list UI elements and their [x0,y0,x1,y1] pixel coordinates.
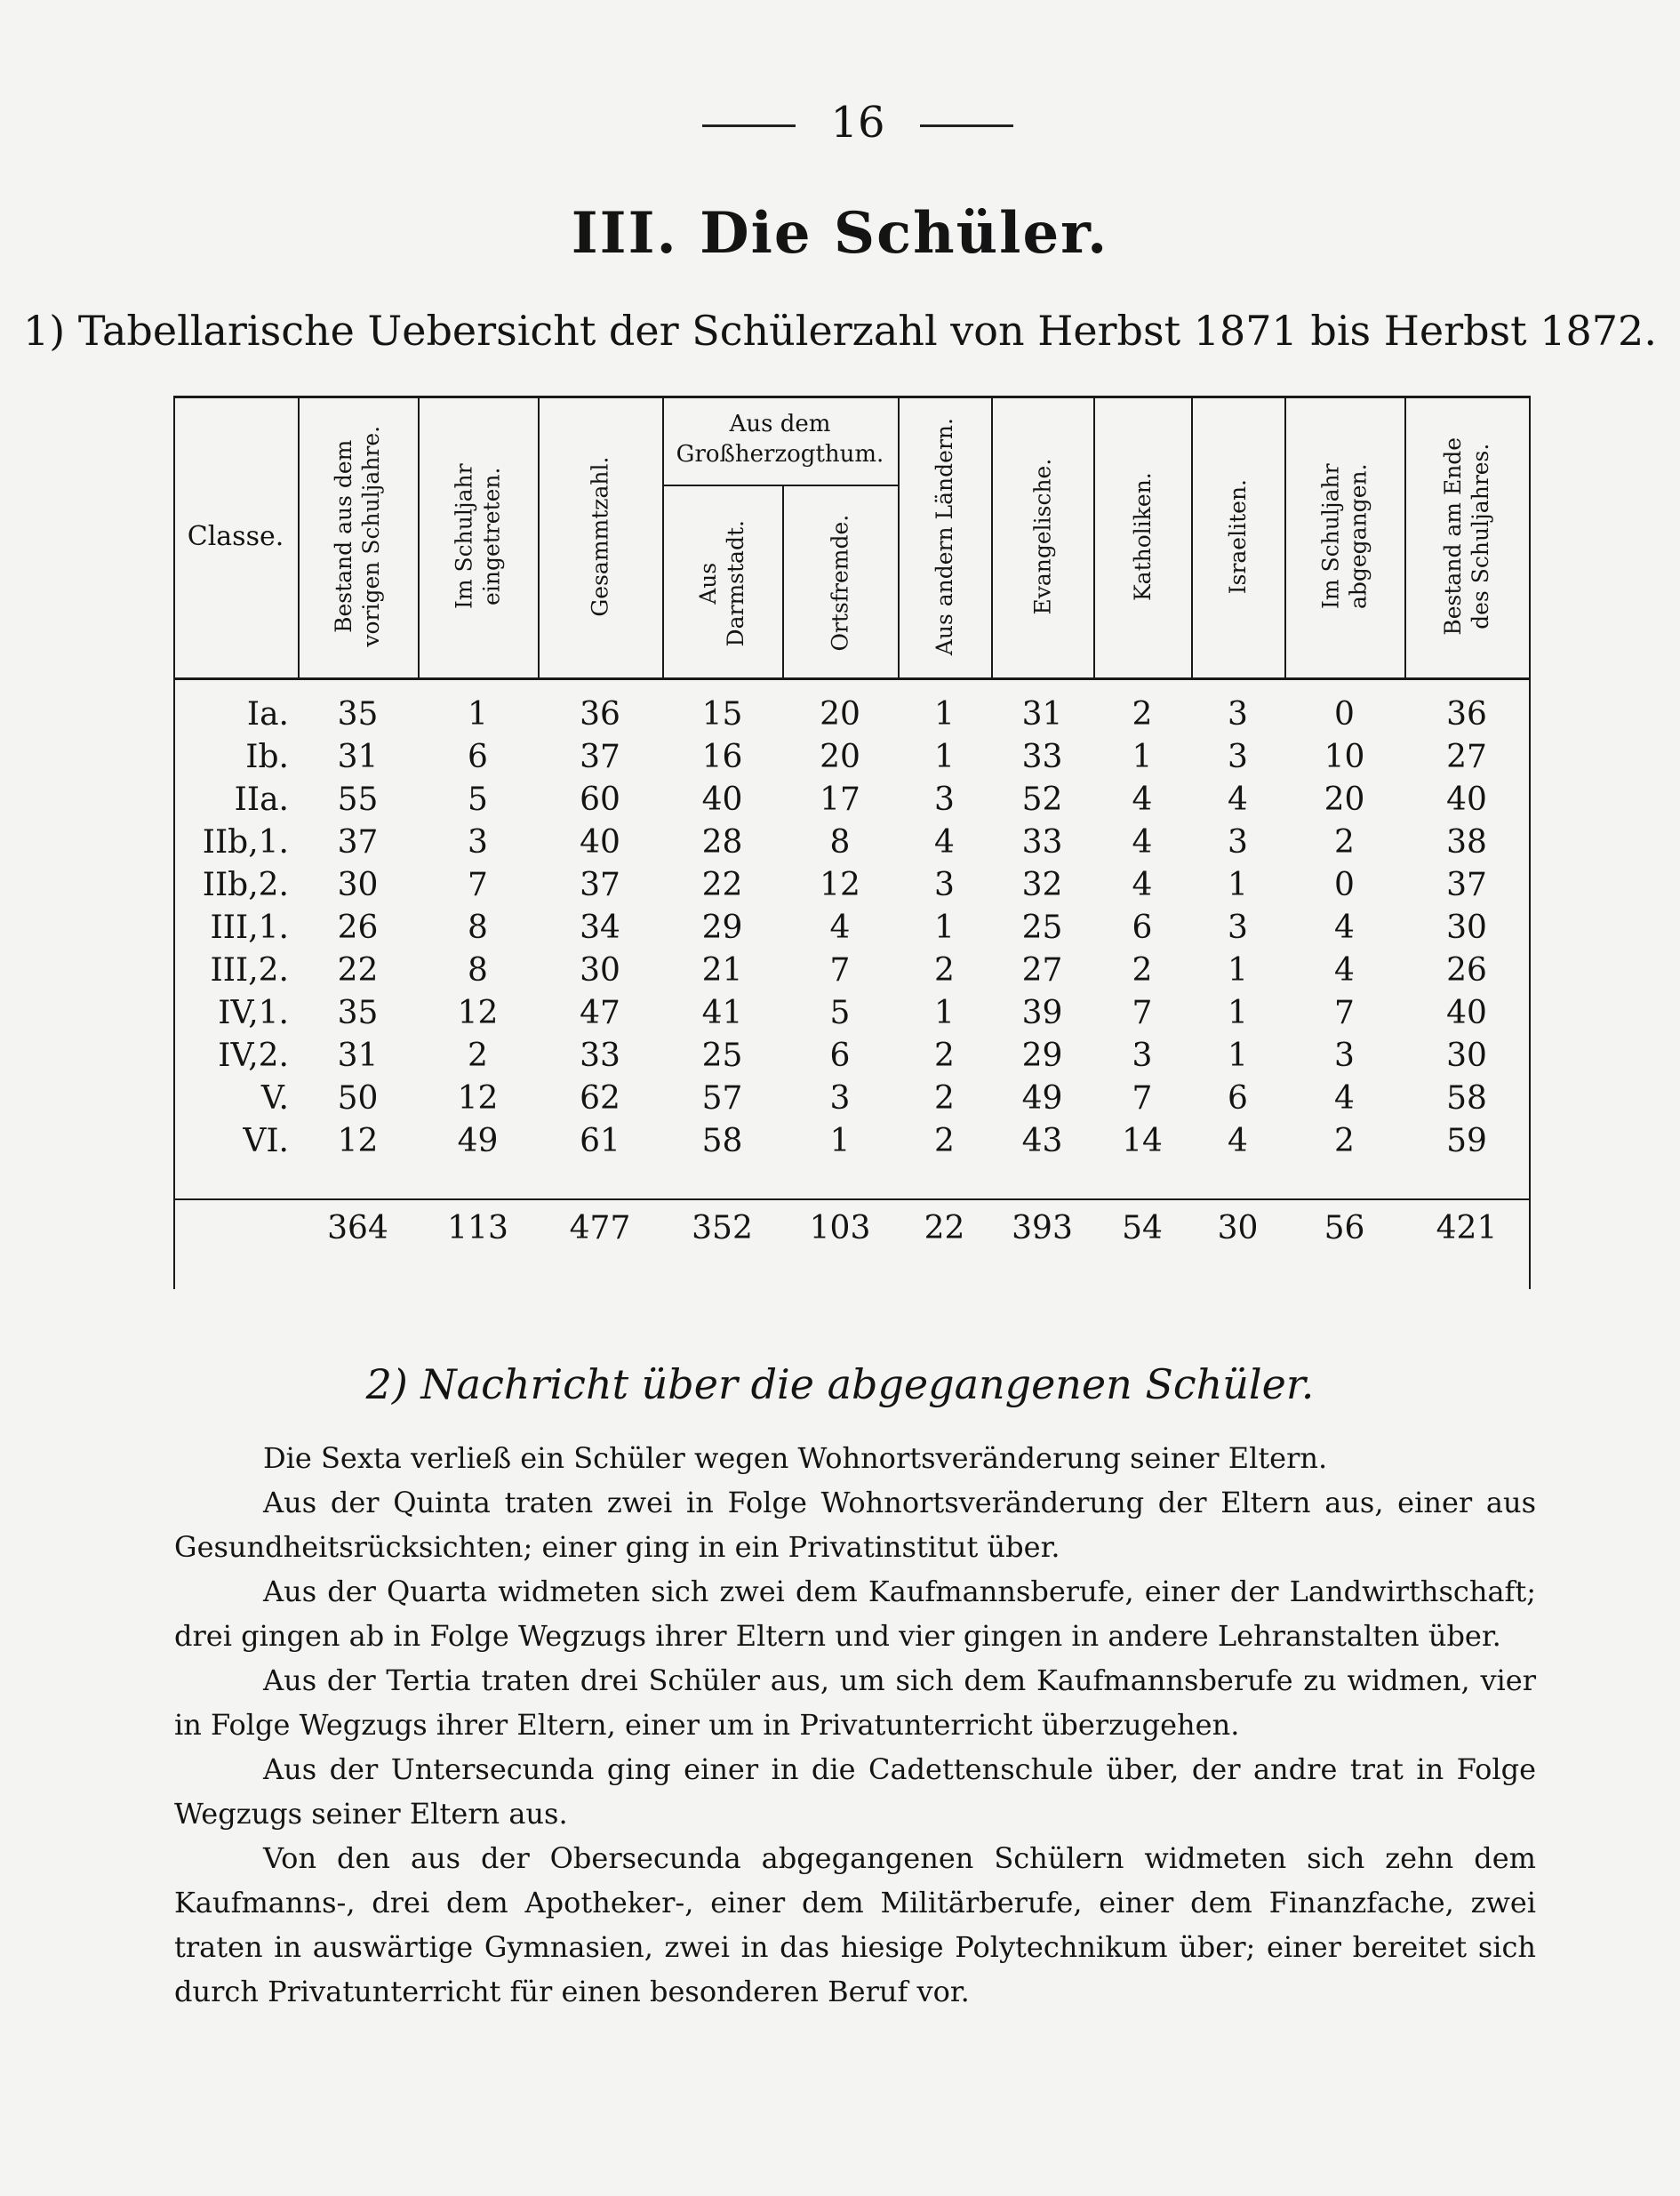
table-total-cell: 113 [447,1210,508,1246]
table-total-cell: 352 [692,1210,753,1246]
table-cell: 1 [468,696,488,733]
table-cell: 49 [457,1123,499,1159]
table-cell: 29 [701,910,743,946]
table-cell: 3 [934,781,955,818]
table-total-cell: 477 [569,1210,631,1246]
header-bestand-ende-label: Bestand am Ende des Schuljahres. [1439,437,1493,636]
table-cell: 39 [1021,995,1063,1031]
table-cell: 28 [701,824,743,861]
table-cell: 2 [1132,952,1153,989]
table-row-classe: IIa. [234,781,289,818]
table-cell: 12 [457,1080,499,1117]
table-cell: 55 [337,781,379,818]
header-darmstadt [662,489,782,677]
table-cell: 8 [468,952,488,989]
table-cell: 30 [1446,910,1487,946]
table-cell: 8 [468,910,488,946]
table-cell: 60 [580,781,620,818]
header-evangelische-label: Evangelische. [1028,458,1055,615]
table-cell: 1 [1132,739,1153,775]
table-cell: 5 [829,995,851,1031]
table-cell: 7 [829,952,851,989]
table-row-classe: V. [260,1080,289,1117]
table-cell: 0 [1334,867,1355,903]
departures-paragraph: Die Sexta verließ ein Schüler wegen Wohnortsveränderung seiner Eltern. [263,1441,1328,1475]
header-grossherzogthum: Aus dem Großherzogthum. [676,411,884,468]
table-cell: 3 [1228,824,1248,861]
header-evangelische [991,396,1093,677]
table-cell: 26 [1446,952,1487,989]
table-row-classe: Ib. [245,739,289,775]
departures-paragraph: Aus der Tertia traten drei Schüler aus, um sich dem Kaufmannsberufe zu widmen, vier in Folge Wegzugs ihrer Eltern, einer um in Privatunterricht überzugehen. [174,1663,1536,1742]
departures-paragraph: Von den aus der Obersecunda abgegangenen Schülern widmeten sich zehn dem Kaufmanns-, drei dem Apotheker-, einer dem Militärberufe, einer dem Finanzfache, zwei traten in auswärtige Gymnasien, zwei in das hiesige Polytechnikum über; einer bereitet sich durch Privatunterricht für einen besonderen Beruf vor. [174,1841,1536,2008]
table-cell: 37 [1446,867,1487,903]
table-cell: 7 [1334,995,1355,1031]
table-cell: 58 [1446,1080,1487,1117]
table-cell: 6 [829,1038,851,1074]
header-katholiken [1093,396,1191,677]
table-row-classe: IV,1. [218,995,289,1031]
table-cell: 27 [1446,739,1487,775]
table-cell: 37 [580,867,620,903]
table-cell: 1 [1228,867,1248,903]
table-cell: 31 [337,1038,379,1074]
table-cell: 20 [1324,781,1365,818]
column-rule [1529,396,1531,1289]
table-cell: 35 [337,995,379,1031]
table-cell: 38 [1446,824,1487,861]
header-eingetreten [418,396,538,677]
table-cell: 3 [1334,1038,1355,1074]
table-cell: 33 [1021,739,1063,775]
table-cell: 6 [1132,910,1153,946]
departures-text [174,1436,1536,2014]
table-cell: 25 [1021,910,1063,946]
table-cell: 12 [457,995,499,1031]
table-cell: 36 [1446,696,1487,733]
table-cell: 20 [820,739,860,775]
table-cell: 3 [829,1080,851,1117]
header-israeliten [1191,396,1284,677]
table-row-classe: IIb,1. [202,824,289,861]
header-ortsfremde [782,489,898,677]
table-cell: 4 [1334,910,1355,946]
table-cell: 7 [1132,1080,1153,1117]
table-cell: 1 [829,1123,851,1159]
table-row-classe: III,2. [210,952,289,989]
table-cell: 34 [580,910,620,946]
header-katholiken-label: Katholiken. [1129,472,1156,601]
departures-title: 2) Nachricht über die abgegangenen Schüler. [365,1360,1315,1408]
table-cell: 4 [1132,781,1153,818]
table-cell: 2 [934,1038,955,1074]
header-bestand-ende [1404,396,1529,677]
table-cell: 2 [934,1080,955,1117]
table-cell: 22 [337,952,379,989]
table-cell: 37 [580,739,620,775]
table-cell: 2 [934,1123,955,1159]
table-row-classe: IIb,2. [202,867,289,903]
table-cell: 4 [829,910,851,946]
table-cell: 3 [934,867,955,903]
table-cell: 17 [820,781,860,818]
table-row-classe: Ia. [246,696,289,733]
table-total-cell: 364 [327,1210,388,1246]
header-gesammtzahl [538,396,662,677]
table-cell: 2 [1132,696,1153,733]
table-cell: 15 [701,696,743,733]
table-cell: 0 [1334,696,1355,733]
table-cell: 26 [337,910,379,946]
table-row-classe: VI. [243,1123,289,1159]
table-cell: 3 [1228,696,1248,733]
table-cell: 21 [701,952,743,989]
section-title: III. Die Schüler. [571,200,1109,267]
departures-paragraph: Aus der Untersecunda ging einer in die Cadettenschule über, der andre trat in Folge Wegzugs seiner Eltern aus. [174,1752,1536,1831]
page-number: 16 [830,98,885,148]
total-top-rule [173,1198,1529,1200]
table-cell: 12 [337,1123,379,1159]
header-andern-laendern-label: Aus andern Ländern. [931,417,957,656]
table-cell: 12 [820,867,860,903]
table-row-classe: IV,2. [218,1038,289,1074]
header-andern-laendern [898,396,991,677]
table-cell: 16 [701,739,743,775]
header-bestand-vorigen [298,396,418,677]
header-darmstadt-label: Aus Darmstadt. [695,519,749,647]
header-classe: Classe. [187,521,284,552]
table-cell: 2 [1334,1123,1355,1159]
table-row-classe: III,1. [210,910,289,946]
table-cell: 10 [1324,739,1365,775]
table-total-cell: 421 [1436,1210,1498,1246]
table-cell: 25 [701,1038,743,1074]
table-cell: 1 [934,910,955,946]
table-cell: 3 [1132,1038,1153,1074]
table-cell: 31 [1021,696,1063,733]
table-cell: 32 [1021,867,1063,903]
table-cell: 49 [1021,1080,1063,1117]
table-cell: 4 [1132,824,1153,861]
table-cell: 61 [580,1123,620,1159]
table-cell: 7 [1132,995,1153,1031]
table-cell: 3 [1228,910,1248,946]
table-cell: 4 [934,824,955,861]
table-cell: 30 [337,867,379,903]
table-cell: 35 [337,696,379,733]
table-cell: 4 [1334,952,1355,989]
table-cell: 59 [1446,1123,1487,1159]
table-cell: 4 [1228,781,1248,818]
header-ortsfremde-label: Ortsfremde. [827,515,853,652]
table-cell: 33 [580,1038,620,1074]
table-cell: 3 [468,824,488,861]
table-cell: 36 [580,696,620,733]
table-cell: 5 [468,781,488,818]
table-cell: 31 [337,739,379,775]
table-cell: 50 [337,1080,379,1117]
table-total-cell: 30 [1217,1210,1259,1246]
table-cell: 1 [934,696,955,733]
table-total-cell: 56 [1324,1210,1365,1246]
table-cell: 22 [701,867,743,903]
table-cell: 6 [468,739,488,775]
table-cell: 20 [820,696,860,733]
table-cell: 40 [580,824,620,861]
table-cell: 1 [934,739,955,775]
header-gesammtzahl-label: Gesammtzahl. [587,456,613,617]
table-cell: 33 [1021,824,1063,861]
table-cell: 4 [1228,1123,1248,1159]
grossherzogthum-rule [662,485,898,486]
table-cell: 2 [1334,824,1355,861]
table-cell: 1 [1228,952,1248,989]
table-cell: 4 [1132,867,1153,903]
table-cell: 1 [1228,995,1248,1031]
table-cell: 41 [701,995,743,1031]
header-bestand-vorigen-label: Bestand aus dem vorigen Schuljahre. [331,426,385,647]
header-eingetreten-label: Im Schuljahr eingetreten. [451,463,505,610]
table-cell: 47 [580,995,620,1031]
table-cell: 30 [580,952,620,989]
table-cell: 57 [701,1080,743,1117]
table-cell: 58 [701,1123,743,1159]
table-cell: 43 [1021,1123,1063,1159]
table-cell: 40 [1446,995,1487,1031]
table-cell: 8 [829,824,851,861]
table-cell: 4 [1334,1080,1355,1117]
departures-paragraph: Aus der Quarta widmeten sich zwei dem Kaufmannsberufe, einer der Landwirthschaft; drei gingen ab in Folge Wegzugs ihrer Eltern und vier gingen in andere Lehranstalten über. [174,1575,1536,1653]
table-cell: 14 [1122,1123,1163,1159]
table-total-cell: 103 [809,1210,871,1246]
header-bottom-rule [173,677,1529,680]
table-total-cell: 393 [1012,1210,1073,1246]
table-cell: 2 [934,952,955,989]
table-cell: 27 [1021,952,1063,989]
table-cell: 30 [1446,1038,1487,1074]
table-cell: 62 [580,1080,620,1117]
table-cell: 2 [468,1038,488,1074]
table-total-cell: 22 [924,1210,965,1246]
table-cell: 52 [1021,781,1063,818]
table-cell: 3 [1228,739,1248,775]
table-cell: 7 [468,867,488,903]
table-cell: 1 [934,995,955,1031]
header-israeliten-label: Israeliten. [1224,478,1251,595]
table-cell: 40 [701,781,743,818]
departures-paragraph: Aus der Quinta traten zwei in Folge Wohnortsveränderung der Eltern aus, einer aus Gesundheitsrücksichten; einer ging in ein Privatinstitut über. [174,1486,1536,1564]
table-title: 1) Tabellarische Uebersicht der Schülerzahl von Herbst 1871 bis Herbst 1872. [23,307,1657,355]
table-cell: 37 [337,824,379,861]
header-abgegangen-label: Im Schuljahr abgegangen. [1317,463,1372,610]
header-abgegangen [1284,396,1404,677]
table-cell: 29 [1021,1038,1063,1074]
table-cell: 6 [1228,1080,1248,1117]
table-total-cell: 54 [1122,1210,1163,1246]
table-cell: 1 [1228,1038,1248,1074]
table-cell: 40 [1446,781,1487,818]
